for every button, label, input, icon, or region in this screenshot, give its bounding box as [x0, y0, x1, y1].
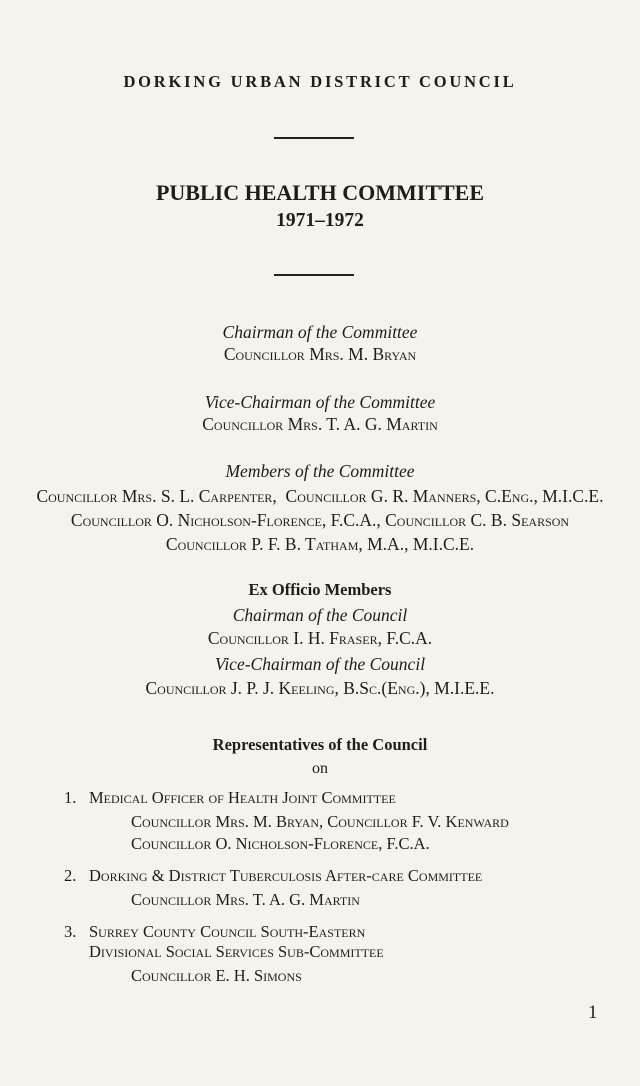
chairman-name: Councillor Mrs. M. Bryan [223, 344, 417, 364]
item-title: Medical Officer of Health Joint Committee [89, 788, 396, 807]
members-heading: Members of the Committee [225, 461, 415, 481]
committee-years: 1971–1972 [276, 210, 364, 231]
item-number: 2. [64, 866, 77, 885]
item-names: Councillor O. Nicholson-Florence, F.C.A. [131, 834, 430, 853]
members-line: Councillor Mrs. S. L. Carpenter, Councillor G. R. Manners, C.Eng., M.I.C.E. [36, 486, 604, 506]
representatives-on: on [312, 760, 328, 777]
members-line: Councillor O. Nicholson-Florence, F.C.A., Councillor C. B. Searson [70, 510, 570, 530]
council-vice-chairman-heading: Vice-Chairman of the Council [214, 654, 426, 674]
item-number: 3. [64, 922, 77, 941]
vice-chairman-heading: Vice-Chairman of the Committee [204, 392, 436, 412]
chairman-heading: Chairman of the Committee [222, 322, 418, 342]
item-number: 1. [64, 788, 77, 807]
representatives-heading: Representatives of the Council [212, 735, 428, 754]
council-name: DORKING URBAN DISTRICT COUNCIL [123, 72, 517, 91]
item-title: Divisional Social Services Sub-Committee [89, 942, 384, 961]
vice-chairman-name: Councillor Mrs. T. A. G. Martin [202, 414, 438, 434]
divider-rule [274, 137, 354, 139]
item-names: Councillor Mrs. T. A. G. Martin [131, 890, 360, 909]
item-names: Councillor E. H. Simons [131, 966, 302, 985]
divider-rule [274, 274, 354, 276]
item-title: Surrey County Council South-Eastern [89, 922, 366, 941]
ex-officio-heading: Ex Officio Members [248, 580, 392, 599]
committee-title: PUBLIC HEALTH COMMITTEE [155, 180, 485, 205]
item-title: Dorking & District Tuberculosis After-care Committee [89, 866, 483, 885]
page-number: 1 [588, 1002, 598, 1023]
item-names: Councillor Mrs. M. Bryan, Councillor F. V. Kenward [131, 812, 509, 831]
council-chairman-heading: Chairman of the Council [232, 605, 408, 625]
council-vice-chairman-name: Councillor J. P. J. Keeling, B.Sc.(Eng.), M.I.E.E. [145, 678, 495, 698]
council-chairman-name: Councillor I. H. Fraser, F.C.A. [207, 628, 433, 648]
members-line: Councillor P. F. B. Tatham, M.A., M.I.C.E. [165, 534, 475, 554]
